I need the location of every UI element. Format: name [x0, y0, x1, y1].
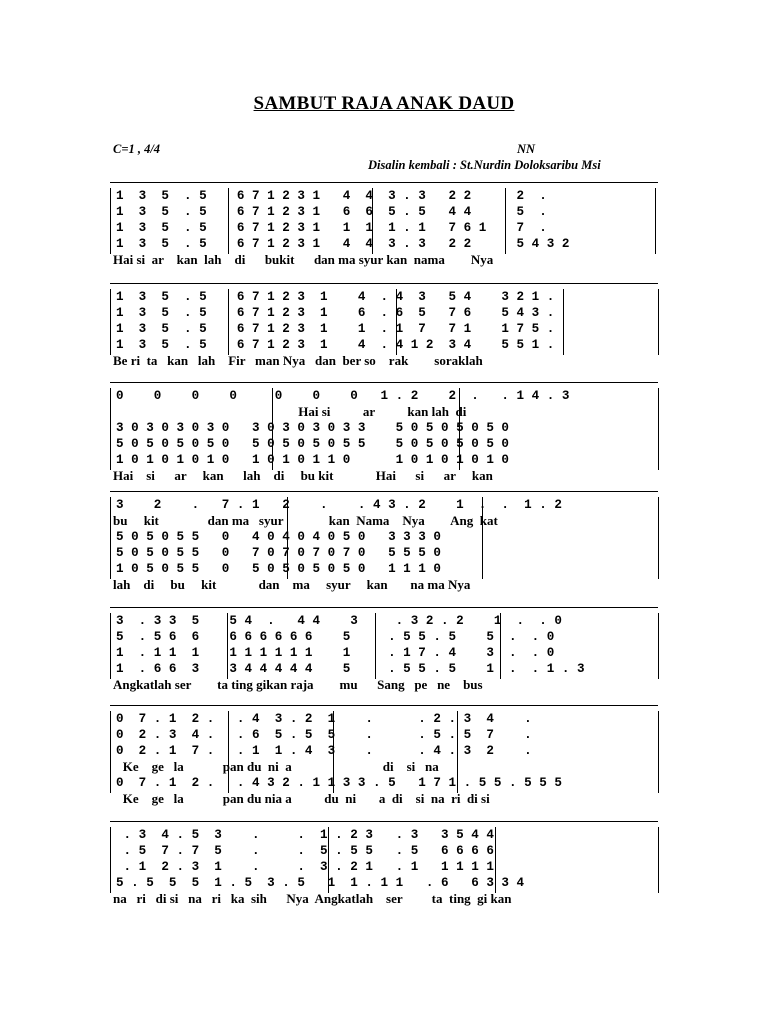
lyric-line: Hai si ar kan lah di bukit dan ma syur kan nama Nya: [113, 252, 494, 267]
bar-line: [505, 188, 506, 254]
notation-line: 3 . 3 3 5 5 4 . 4 4 3 . 3 2 . 2 1 . . 0: [116, 614, 562, 628]
bar-line: [372, 188, 373, 254]
notation-line: 0 7 . 1 2 . . 4 3 . 2 1 . . 2 . 3 4 .: [116, 712, 532, 726]
bar-line: [110, 497, 111, 579]
notation-line: 1 3 5 . 5 6 7 1 2 3 1 4 . 4 3 5 4 3 2 1 .: [116, 290, 555, 304]
notation-line: 1 3 5 . 5 6 7 1 2 3 1 4 4 3 . 3 2 2 2 .: [116, 189, 547, 203]
lyric-line: Hai si ar kan lah di: [113, 404, 467, 419]
system-4: [0, 497, 768, 601]
notation-line: 1 0 1 0 1 0 1 0 1 0 1 0 1 1 0 1 0 1 0 1 0 1 0: [116, 453, 509, 467]
notation-line: 5 . 5 6 6 6 6 6 6 6 6 5 . 5 5 . 5 5 . . 0: [116, 630, 555, 644]
bar-line: [459, 388, 460, 470]
composer: NN: [517, 142, 536, 156]
bar-line: [228, 711, 229, 793]
system-1: [0, 188, 768, 276]
notation-line: 1 3 5 . 5 6 7 1 2 3 1 1 1 1 . 1 7 6 1 7 .: [116, 221, 547, 235]
system-5: [0, 613, 768, 701]
notation-line: 1 0 5 0 5 5 0 5 0 5 0 5 0 5 0 1 1 1 0: [116, 562, 441, 576]
bar-line: [658, 388, 659, 470]
lyric-line: na ri di si na ri ka sih Nya Angkatlah ser ta ting gi kan: [113, 891, 512, 906]
bar-line: [457, 711, 458, 793]
system-3: [0, 388, 768, 492]
notation-line: 1 3 5 . 5 6 7 1 2 3 1 4 4 3 . 3 2 2 5 4 3 2: [116, 237, 570, 251]
lyric-line: lah di bu kit dan ma syur kan na ma Nya: [113, 577, 471, 592]
bar-line: [110, 388, 111, 470]
system-rule: [110, 283, 658, 284]
system-rule: [110, 705, 658, 706]
notation-line: 5 0 5 0 5 5 0 7 0 7 0 7 0 7 0 5 5 5 0: [116, 546, 441, 560]
system-6: [0, 711, 768, 815]
bar-line: [272, 388, 273, 470]
bar-line: [482, 497, 483, 579]
transcriber-credit: Disalin kembali : St.Nurdin Doloksaribu Msi: [368, 158, 601, 172]
bar-line: [500, 613, 501, 679]
notation-line: 0 2 . 3 4 . . 6 5 . 5 5 . . 5 . 5 7 .: [116, 728, 532, 742]
bar-line: [658, 711, 659, 793]
system-rule: [110, 821, 658, 822]
key-signature: C=1 , 4/4: [113, 142, 161, 156]
notation-line: 3 2 . 7 . 1 2 . . 4 3 . 2 1 . . 1 . 2: [116, 498, 562, 512]
bar-line: [110, 289, 111, 355]
system-7: [0, 827, 768, 915]
notation-line: 1 3 5 . 5 6 7 1 2 3 1 6 6 5 . 5 4 4 5 .: [116, 205, 547, 219]
notation-line: 0 0 0 0 0 0 0 1 . 2 2 . . 1 4 . 3: [116, 389, 570, 403]
notation-line: 1 . 6 6 3 3 4 4 4 4 4 5 . 5 5 . 5 1 . . 1 . 3: [116, 662, 585, 676]
lyric-line: Be ri ta kan lah Fir man Nya dan ber so rak soraklah: [113, 353, 483, 368]
notation-line: 0 2 . 1 7 . . 1 1 . 4 3 . . 4 . 3 2 .: [116, 744, 532, 758]
notation-line: 1 3 5 . 5 6 7 1 2 3 1 1 . 1 7 7 1 1 7 5 .: [116, 322, 555, 336]
lyric-line: bu kit dan ma syur kan Nama Nya Ang kat: [113, 513, 498, 528]
bar-line: [333, 711, 334, 793]
notation-line: 5 0 5 0 5 0 5 0 5 0 5 0 5 0 5 5 5 0 5 0 5 0 5 0: [116, 437, 509, 451]
bar-line: [396, 289, 397, 355]
lyric-line: Ke ge la pan du ni a di si na: [113, 759, 439, 774]
lyric-line: Hai si ar kan lah di bu kit Hai si ar kan: [113, 468, 493, 483]
notation-line: . 1 2 . 3 1 . . 3 . 2 1 . 1 1 1 1 1: [116, 860, 494, 874]
bar-line: [110, 613, 111, 679]
bar-line: [110, 188, 111, 254]
system-rule: [110, 182, 658, 183]
lyric-line: Angkatlah ser ta ting gikan raja mu Sang pe ne bus: [113, 677, 483, 692]
notation-line: 1 3 5 . 5 6 7 1 2 3 1 4 . 4 1 2 3 4 5 5 1 .: [116, 338, 555, 352]
bar-line: [658, 613, 659, 679]
page-title: SAMBUT RAJA ANAK DAUD: [253, 93, 515, 114]
system-rule: [110, 491, 658, 492]
notation-line: 3 0 3 0 3 0 3 0 3 0 3 0 3 0 3 3 5 0 5 0 5 0 5 0: [116, 421, 509, 435]
bar-line: [110, 827, 111, 893]
system-2: [0, 289, 768, 377]
bar-line: [563, 289, 564, 355]
notation-line: . 5 7 . 7 5 . . 5 . 5 5 . 5 6 6 6 6: [116, 844, 494, 858]
notation-line: 1 . 1 1 1 1 1 1 1 1 1 1 . 1 7 . 4 3 . . 0: [116, 646, 555, 660]
bar-line: [228, 188, 229, 254]
bar-line: [495, 827, 496, 893]
notation-line: 1 3 5 . 5 6 7 1 2 3 1 6 . 6 5 7 6 5 4 3 .: [116, 306, 555, 320]
bar-line: [658, 289, 659, 355]
notation-line: 0 7 . 1 2 . . 4 3 2 . 1 1 3 3 . 5 1 7 1 . 5 5 . 5 5 5: [116, 776, 562, 790]
notation-line: 5 0 5 0 5 5 0 4 0 4 0 4 0 5 0 3 3 3 0: [116, 530, 441, 544]
bar-line: [227, 613, 228, 679]
system-rule: [110, 382, 658, 383]
bar-line: [655, 188, 656, 254]
bar-line: [328, 827, 329, 893]
bar-line: [375, 613, 376, 679]
bar-line: [228, 289, 229, 355]
notation-line: 5 . 5 5 5 1 . 5 3 . 5 1 1 . 1 1 . 6 6 3 3 4: [116, 876, 525, 890]
bar-line: [287, 497, 288, 579]
system-rule: [110, 607, 658, 608]
bar-line: [658, 827, 659, 893]
bar-line: [110, 711, 111, 793]
lyric-line: Ke ge la pan du nia a du ni a di si na ri di si: [113, 791, 490, 806]
notation-line: . 3 4 . 5 3 . . 1 . 2 3 . 3 3 5 4 4: [116, 828, 494, 842]
bar-line: [658, 497, 659, 579]
